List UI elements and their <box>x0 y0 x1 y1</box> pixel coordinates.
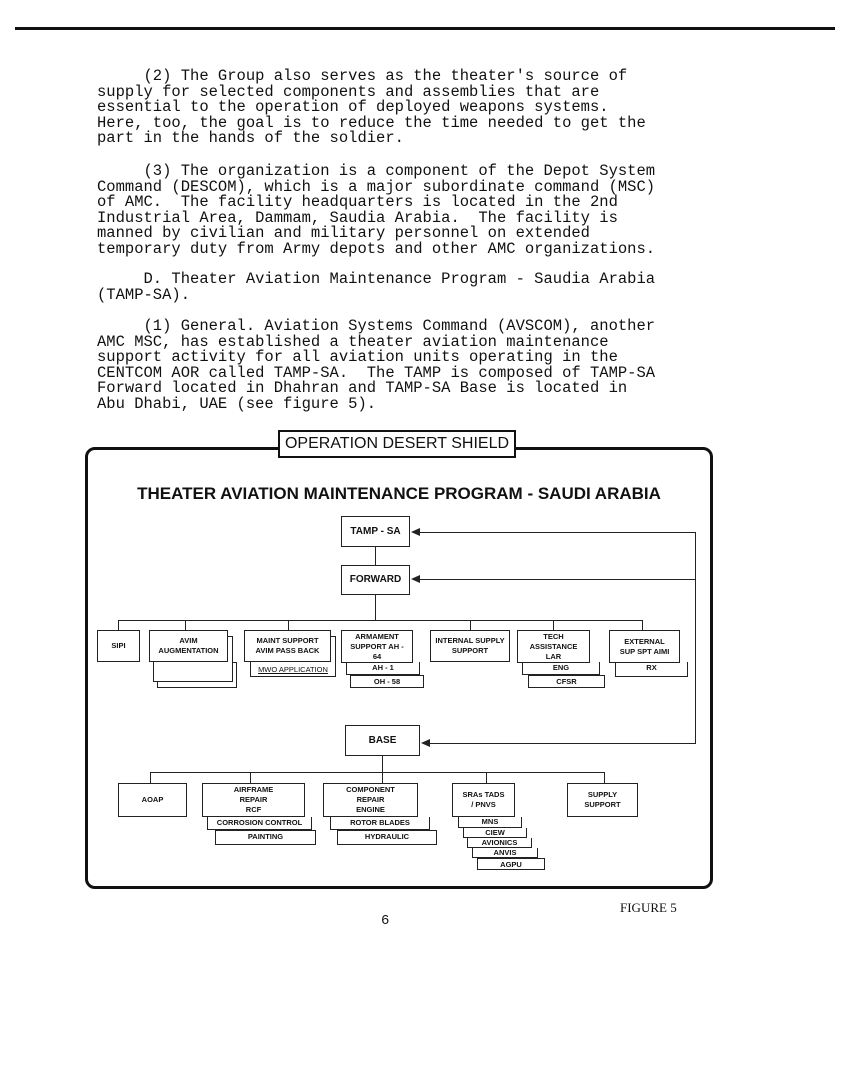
figure-caption: FIGURE 5 <box>620 900 677 915</box>
figure-title: THEATER AVIATION MAINTENANCE PROGRAM - SAUDI ARABIA <box>137 484 661 503</box>
avim-augmentation-box: AVIM AUGMENTATION <box>149 630 228 662</box>
avionics-box: AVIONICS <box>467 838 532 848</box>
armament-support-box: ARMAMENT SUPPORT AH - 64 <box>341 630 413 663</box>
external-sup-spt-box: EXTERNAL SUP SPT AIMI <box>609 630 680 663</box>
internal-supply-box: INTERNAL SUPPLY SUPPORT <box>430 630 510 662</box>
page-number: 6 <box>381 913 390 929</box>
section-d-heading: D. Theater Aviation Maintenance Program - Saudia Arabia (TAMP-SA). <box>97 270 656 304</box>
forward-box: FORWARD <box>341 565 410 595</box>
ciew-box: CIEW <box>463 828 527 838</box>
rotor-blades-box: ROTOR BLADES <box>330 817 430 830</box>
oh58-box: OH - 58 <box>350 675 424 688</box>
tech-assistance-box: TECH ASSISTANCE LAR <box>517 630 590 663</box>
sipi-box: SIPI <box>97 630 140 662</box>
tamp-sa-box: TAMP - SA <box>341 516 410 547</box>
agpu-box: AGPU <box>477 858 545 870</box>
hydraulic-box: HYDRAULIC <box>337 830 437 845</box>
mns-box: MNS <box>458 817 522 828</box>
top-rule <box>15 27 835 30</box>
figure-banner: OPERATION DESERT SHIELD <box>278 430 516 458</box>
mwo-application-label: MWO APPLICATION <box>250 664 336 677</box>
eng-box: ENG <box>522 662 600 675</box>
cfsr-box: CFSR <box>528 675 605 688</box>
airframe-repair-box: AIRFRAME REPAIR RCF <box>202 783 305 817</box>
paragraph-2: (2) The Group also serves as the theater's source of supply for selected components and assemblies that are essential to the operation of deployed weapons systems. Here, too, the goal is to reduce the time needed to get the part in the hands of the soldier. <box>97 67 646 148</box>
sras-box: SRAs TADS / PNVS <box>452 783 515 817</box>
paragraph-3: (3) The organization is a component of the Depot System Command (DESCOM), which is a major subordinate command (MSC) of AMC. The facility headquarters is located in the 2nd Industrial Area, Dammam, Saudia Arabia. The facility is manned by civilian and military personnel on extended temporary duty from Army depots and other AMC organizations. <box>97 162 656 258</box>
ah1-box: AH - 1 <box>346 662 420 675</box>
supply-support-box: SUPPLY SUPPORT <box>567 783 638 817</box>
paragraph-general: (1) General. Aviation Systems Command (AVSCOM), another AMC MSC, has established a theater aviation maintenance support activity for all aviation units operating in the CENTCOM AOR called TAMP-SA. The TAMP is composed of TAMP-SA Forward located in Dhahran and TAMP-SA Base is located in Abu Dhabi, UAE (see figure 5). <box>97 317 656 413</box>
painting-box: PAINTING <box>215 830 316 845</box>
corrosion-control-box: CORROSION CONTROL <box>207 817 312 830</box>
aoap-box: AOAP <box>118 783 187 817</box>
rx-box: RX <box>615 662 688 677</box>
anvis-box: ANVIS <box>472 848 538 858</box>
component-repair-box: COMPONENT REPAIR ENGINE <box>323 783 418 817</box>
maint-support-box: MAINT SUPPORT AVIM PASS BACK <box>244 630 331 662</box>
base-box: BASE <box>345 725 420 756</box>
